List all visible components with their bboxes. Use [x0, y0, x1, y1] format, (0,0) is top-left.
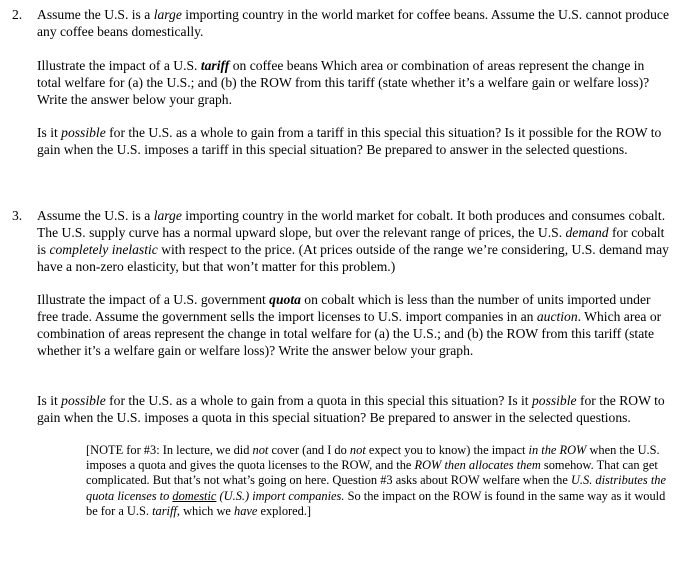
underlined-text: domestic — [172, 488, 217, 503]
text-run: Is it — [37, 393, 62, 408]
emphasis-text: not — [349, 443, 366, 457]
text-run: for the ROW to gain when the U.S. imposes a quota in this special situation? Be prepared to answer in the selected questions. — [37, 393, 665, 425]
emphasis-text: ROW then allocates them — [414, 458, 541, 473]
text-run: So the impact on the ROW is found in the same way as it would be for a U.S. — [86, 488, 666, 518]
emphasis-text: auction — [536, 309, 578, 324]
q3-illustrate-paragraph — [37, 291, 669, 359]
text-run: Is it — [37, 125, 62, 140]
emphasis-text: in the ROW — [528, 443, 587, 457]
text-run: , which we — [176, 503, 234, 518]
text-run: importing country in the world market for cobalt. It both produces and consumes cobalt. The U.S. supply curve has a normal upward slope, but over the relevant range of prices, the U.S. — [37, 208, 666, 240]
text-run: Illustrate the impact of a U.S. government — [37, 292, 270, 307]
text-run: Illustrate the impact of a U.S. — [37, 58, 201, 73]
text-run: importing country in the world market for coffee beans. Assume the U.S. cannot produce any coffee beans domestically. — [37, 7, 670, 39]
text-run: Assume the U.S. is a — [37, 7, 154, 22]
q3-possible-paragraph — [37, 392, 669, 426]
text-run: for the U.S. as a whole to gain from a tariff in this special this situation? Is it possible for the ROW to gain when the U.S. imposes a tariff in this special situation? Be prepared to answer in the selected questions. — [37, 125, 662, 157]
text-run: . Which area or combination of areas represent the change in total welfare for (a) the U.S.; and (b) the ROW from this tariff (state whether it’s a welfare gain or welfare loss)? Write the answer below your graph. — [37, 309, 662, 358]
text-run: when the U.S. imposes a quota and gives the quota licenses to the ROW, and the — [86, 443, 660, 473]
emphasis-text: (U.S.) import companies. — [216, 488, 345, 503]
text-run: Assume the U.S. is a — [37, 208, 154, 223]
text-run: cover (and I do — [268, 443, 350, 457]
emphasis-text: demand — [565, 225, 609, 240]
question-number: 2. — [12, 7, 23, 22]
text-run: for the U.S. as a whole to gain from a quota in this special this situation? Is it — [105, 393, 532, 408]
question-number: 3. — [12, 208, 23, 223]
text-run: [NOTE for #3: In lecture, we did — [86, 443, 253, 457]
emphasis-text: have — [234, 503, 258, 518]
emphasis-text: possible — [61, 393, 106, 408]
emphasis-text: possible — [531, 393, 577, 408]
text-run: somehow. That can get complicated. But that’s not what’s going on here. Question #3 asks about ROW welfare when the — [86, 458, 658, 488]
emphasis-text: completely inelastic — [49, 242, 158, 257]
emphasis-text: large — [153, 208, 182, 223]
q3-note-paragraph — [86, 443, 676, 519]
emphasis-text: not — [252, 443, 269, 457]
text-run: explored.] — [257, 503, 312, 518]
q2-intro-paragraph — [37, 6, 669, 40]
text-run: expect you to know) the impact — [365, 443, 529, 457]
emphasis-text: U.S. distributes the quota licenses to — [86, 473, 666, 503]
emphasis-text: large — [153, 7, 182, 22]
text-run: for cobalt is — [37, 225, 665, 257]
text-run: with respect to the price. (At prices outside of the range we’re considering, U.S. demand may have a non-zero elasticity, but that won’t matter for this problem.) — [37, 242, 669, 274]
text-run: on coffee beans Which area or combination of areas represent the change in total welfare for (a) the U.S.; and (b) the ROW from this tariff (state whether it’s a welfare gain or welfare loss)? Write the answer below your graph. — [37, 58, 650, 107]
emphasis-text: quota — [269, 292, 301, 307]
q2-illustrate-paragraph — [37, 57, 669, 108]
emphasis-text: tariff — [200, 58, 230, 73]
text-run: on cobalt which is less than the number of units imported under free trade. Assume the government sells the import licenses to U.S. import companies in an — [37, 292, 651, 324]
emphasis-text: possible — [61, 125, 106, 140]
q3-intro-paragraph — [37, 207, 669, 275]
q2-possible-paragraph — [37, 124, 669, 158]
emphasis-text: tariff — [152, 503, 177, 518]
